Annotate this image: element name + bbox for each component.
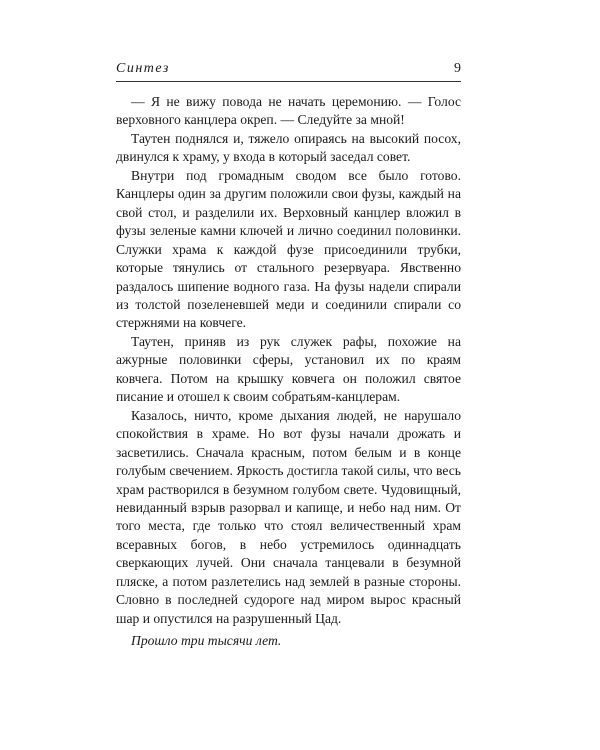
closing-line: Прошло три тысячи лет. — [131, 633, 282, 649]
paragraph-tauten-rises: Таутен поднялся и, тяжело опираясь на высокий посох, двинулся к храму, у входа в который заседал совет. — [116, 130, 461, 165]
running-title: Синтез — [116, 61, 170, 76]
paragraph-dialogue: — Я не вижу повода не начать церемонию. — Голос верховного канцлера окреп. — Следуйте за мной! — [116, 94, 461, 128]
paragraph-temple-preparation: Внутри под громадным сводом все было готово. Канцлеры один за другим положили свои фузы, каждый на свой стол, и разделили их. Верховный канцлер вложил в фузы зеленые камни ключей и лично соединил половинки. Служки храма к каждой фузе присоединили трубки, которые тянулись от стального резервуара. Явственно раздалось шипение водного газа. На фузы надели спирали из толстой позеленевшей меди и соединили спирали со стержнями на ковчеге. — [116, 167, 461, 331]
book-page — [116, 60, 461, 651]
body-text — [116, 93, 461, 651]
paragraph-rafy: Таутен, приняв из рук служек рафы, похожие на ажурные половинки сферы, установил их по краям ковчега. Потом на крышку ковчега он положил святое писание и отошел к своим собратьям-канцлерам. — [116, 333, 461, 405]
paragraph-explosion: Казалось, ничто, кроме дыхания людей, не нарушало спокойствия в храме. Но вот фузы начали дрожать и засветились. Сначала красным, потом белым и в конце голубым свечением. Яркость достигла такой силы, что весь храм растворился в безумном голубом свете. Чудовищный, невиданный взрыв разорвал и капище, и небо над ним. От того места, где только что стоял величественный храм всеравных богов, в небо устремилось одиннадцать сверкающих лучей. Они сначала танцевали в безумной пляске, а потом разлетелись над землей в разные стороны. Словно в последней судороге над миром вырос красный шар и опустился на разрушенный Цад. — [116, 407, 461, 626]
running-head — [116, 60, 461, 82]
page-number: 9 — [454, 61, 461, 76]
